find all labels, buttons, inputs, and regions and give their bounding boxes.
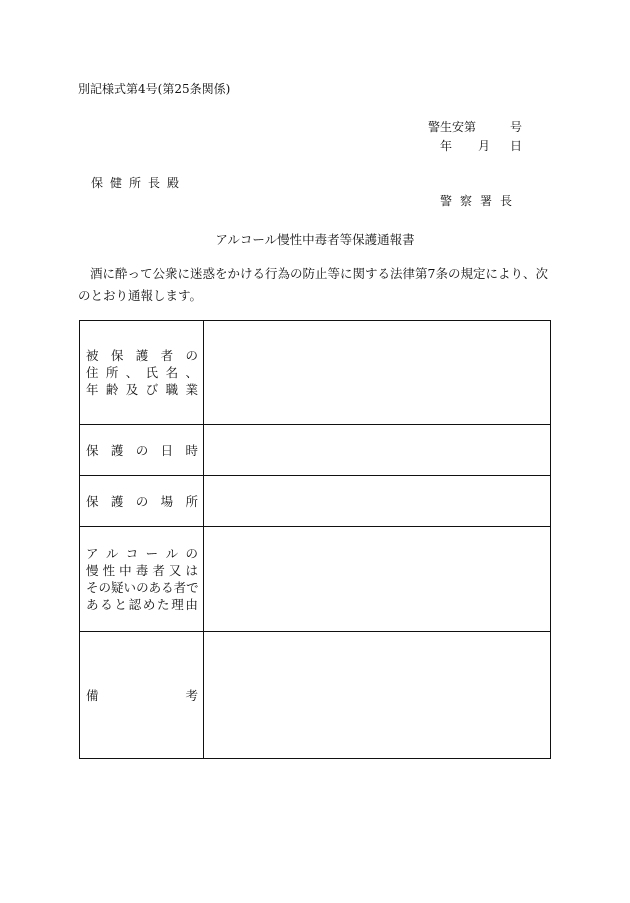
label-line: 住 所 、 氏 名 、 (86, 365, 198, 380)
label-line: 保 護 の 場 所 (86, 493, 198, 509)
body-text: 酒に酔って公衆に迷惑をかける行為の防止等に関する法律第7条の規定により、次のとおり通報します。 (78, 266, 548, 303)
document-number-prefix: 警生安第 (428, 120, 477, 134)
label-cell (80, 425, 204, 476)
table-row (80, 527, 551, 632)
value-cell-reason[interactable] (204, 527, 551, 632)
table-row (80, 476, 551, 527)
label-line: 慢 性 中 毒 者 又 は (86, 563, 198, 578)
label-line: 備 考 (86, 687, 198, 703)
label-cell (80, 476, 204, 527)
label-cell (80, 632, 204, 759)
value-cell-person-info[interactable] (204, 321, 551, 425)
label-cell (80, 527, 204, 632)
value-cell-remarks[interactable] (204, 632, 551, 759)
label-line: そ の 疑 い の あ る 者 で (86, 580, 199, 595)
document-number-suffix: 号 (509, 120, 522, 134)
sender: 警察署長 (440, 194, 521, 208)
document-title: アルコール慢性中毒者等保護通報書 (215, 232, 415, 247)
label-line: あ る と 認 め た 理 由 (86, 597, 198, 612)
label-line: 年 齢 及 び 職 業 (86, 382, 198, 397)
date-month: 月 (478, 139, 491, 153)
form-label: 別記様式第4号(第25条関係) (78, 82, 231, 96)
label-cell (80, 321, 204, 425)
date-year: 年 (440, 139, 453, 153)
label-line: ア ル コ ー ル の (86, 546, 198, 561)
table-row (80, 321, 551, 425)
value-cell-protection-place[interactable] (204, 476, 551, 527)
date-day: 日 (509, 139, 522, 153)
label-line: 保 護 の 日 時 (86, 442, 198, 458)
table-row (80, 632, 551, 759)
report-table (79, 320, 551, 759)
table-row (80, 425, 551, 476)
value-cell-protection-datetime[interactable] (204, 425, 551, 476)
addressee: 保健所長殿 (91, 176, 187, 190)
label-line: 被 保 護 者 の (86, 348, 198, 363)
